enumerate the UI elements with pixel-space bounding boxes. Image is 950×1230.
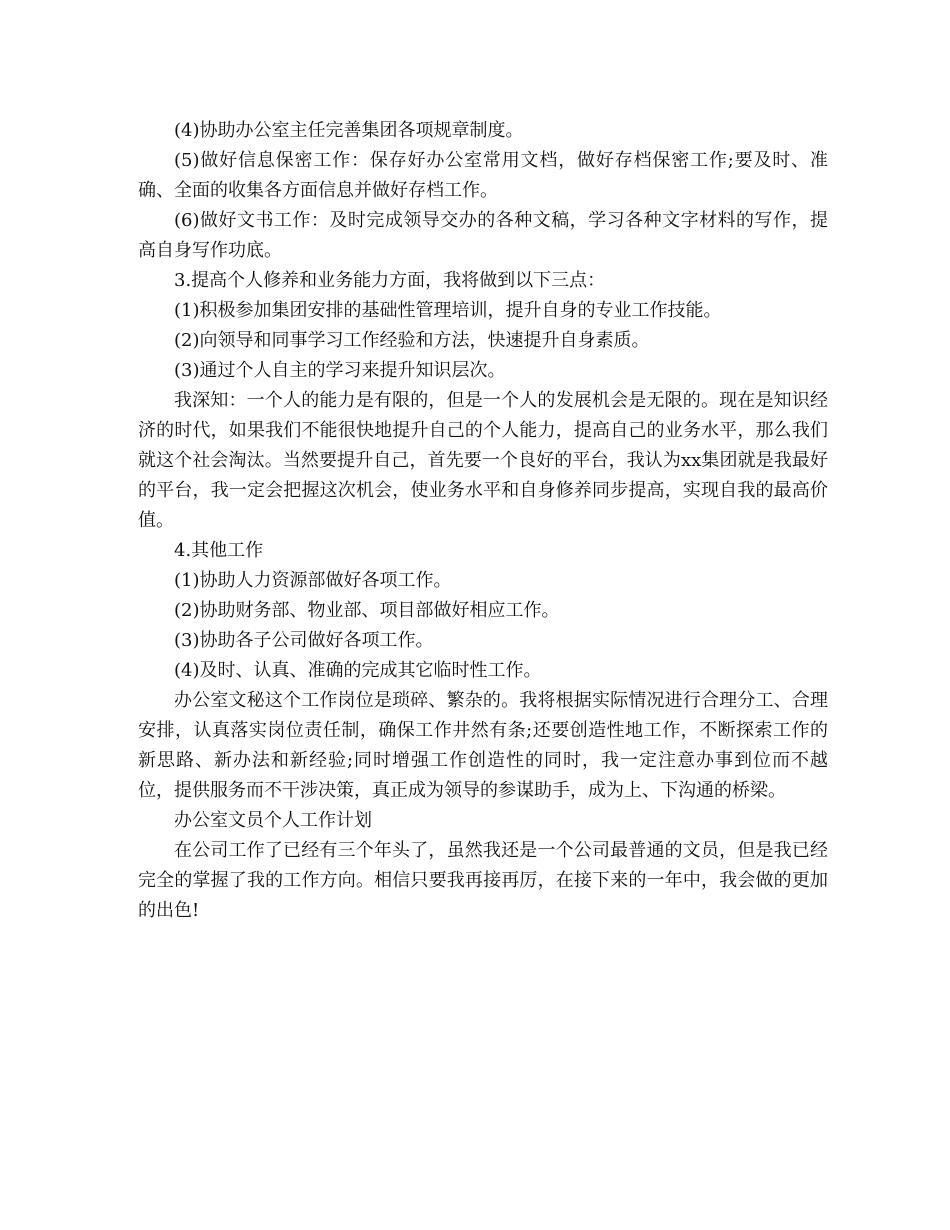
paragraph-task-5: (5)做好信息保密工作：保存好办公室常用文档，做好存档保密工作;要及时、准确、全面的收集各方面信息并做好存档工作。 [138, 150, 828, 201]
paragraph-task-4: (4)协助办公室主任完善集团各项规章制度。 [174, 120, 524, 141]
paragraph-task-6: (6)做好文书工作：及时完成领导交办的各种文稿，学习各种文字材料的写作，提高自身写作功底。 [138, 210, 828, 261]
paragraph-other-4: (4)及时、认真、准确的完成其它临时性工作。 [174, 660, 542, 681]
paragraph-item-3: (3)通过个人自主的学习来提升知识层次。 [174, 360, 506, 381]
paragraph-secretary-role: 办公室文秘这个工作岗位是琐碎、繁杂的。我将根据实际情况进行合理分工、合理安排，认真落实岗位责任制，确保工作井然有条;还要创造性地工作，不断探索工作的新思路、新办法和新经验;同时增强工作创造性的同时，我一定注意办事到位而不越位，提供服务而不干涉决策，真正成为领导的参谋助手，成为上、下沟通的桥梁。 [138, 690, 828, 801]
document-body [138, 116, 828, 926]
section-title-plan: 办公室文员个人工作计划 [174, 810, 372, 831]
paragraph-item-2: (2)向领导和同事学习工作经验和方法，快速提升自身素质。 [174, 330, 650, 351]
paragraph-closing: 在公司工作了已经有三个年头了，虽然我还是一个公司最普通的文员，但是我已经完全的掌握了我的工作方向。相信只要我再接再厉，在接下来的一年中，我会做的更加的出色! [138, 840, 828, 921]
section-heading-4: 4.其他工作 [174, 540, 264, 561]
paragraph-item-1: (1)积极参加集团安排的基础性管理培训，提升自身的专业工作技能。 [174, 300, 722, 321]
paragraph-other-3: (3)协助各子公司做好各项工作。 [174, 630, 434, 651]
paragraph-other-2: (2)协助财务部、物业部、项目部做好相应工作。 [174, 600, 560, 621]
paragraph-other-1: (1)协助人力资源部做好各项工作。 [174, 570, 452, 591]
paragraph-reflection: 我深知：一个人的能力是有限的，但是一个人的发展机会是无限的。现在是知识经济的时代，如果我们不能很快地提升自己的个人能力，提高自己的业务水平，那么我们就这个社会淘汰。当然要提升自己，首先要一个良好的平台，我认为xx集团就是我最好的平台，我一定会把握这次机会，使业务水平和自身修养同步提高，实现自我的最高价值。 [138, 390, 828, 531]
section-heading-3: 3.提高个人修养和业务能力方面，我将做到以下三点： [174, 270, 606, 291]
